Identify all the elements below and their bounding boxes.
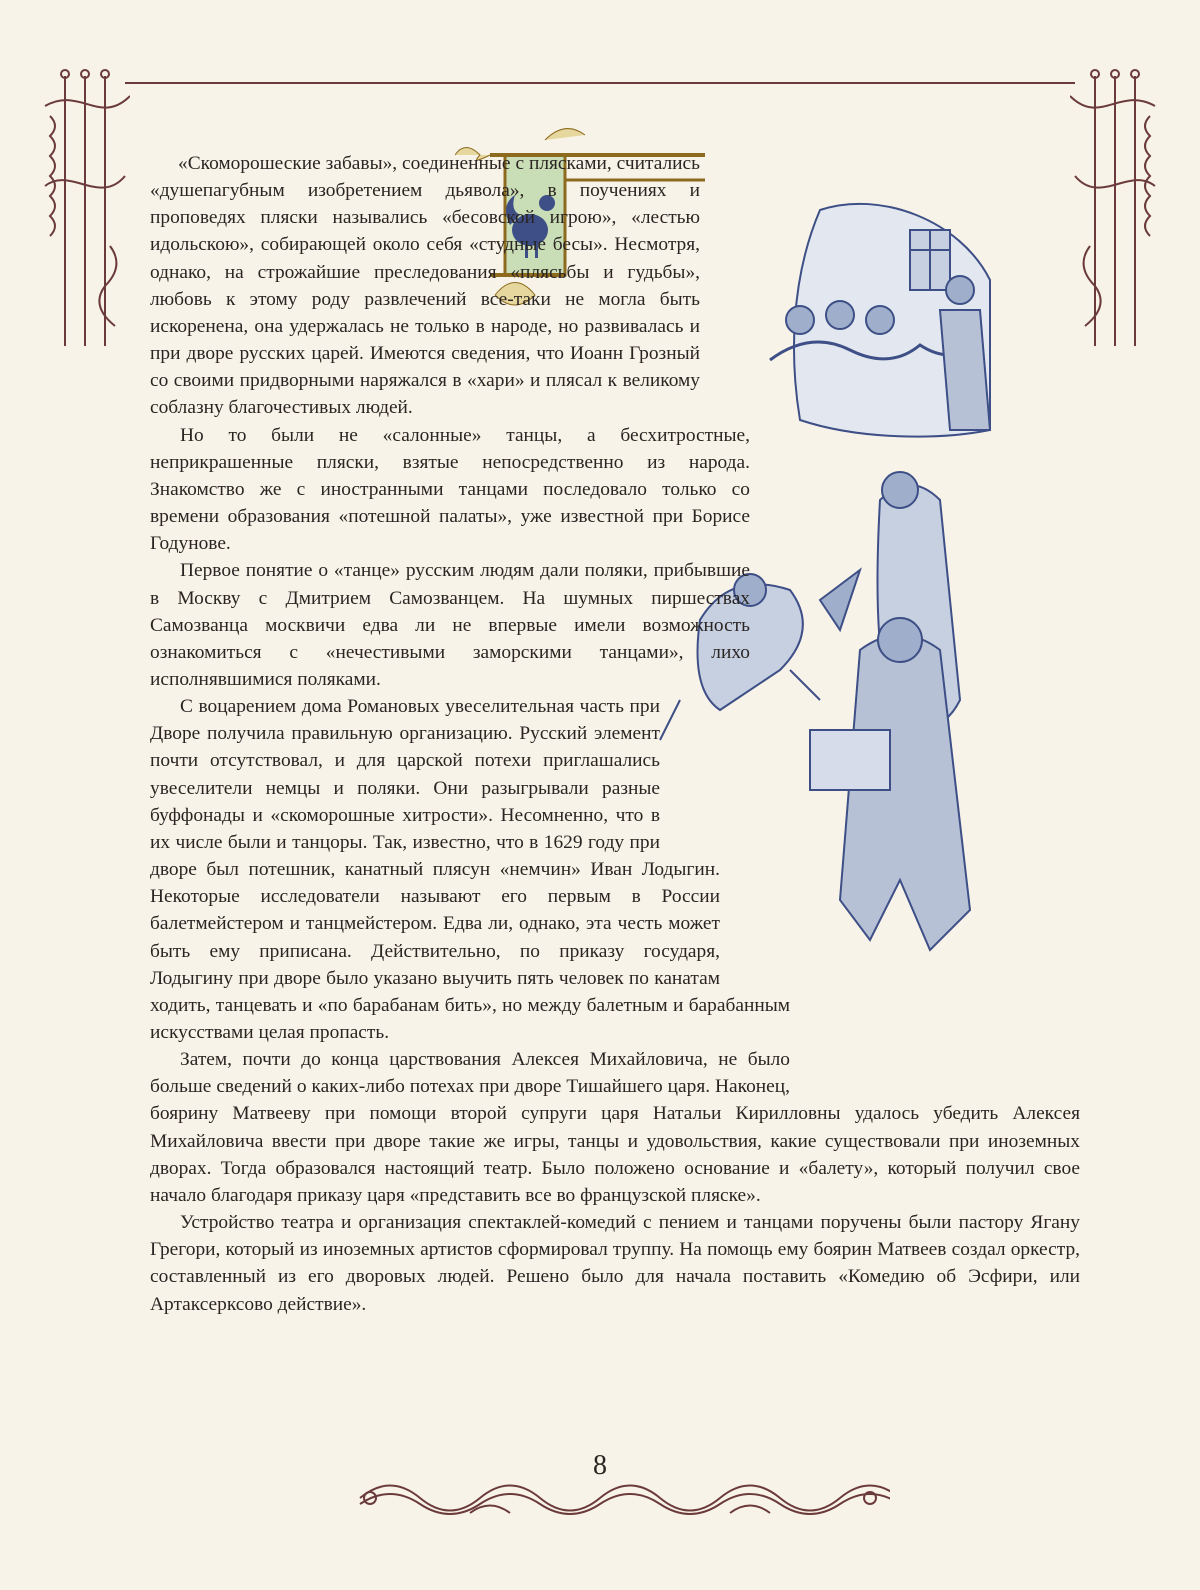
paragraph: «Скоморошеские забавы», соединенные с плясками, считались «душепагубным изобретением дьявола», в поучениях и проповедях пляски назывались «бесовской игрою», «лестью идольскою», собирающей около себя «студные бесы». Несмотря, однако, на строжайшие преследования «плясьбы и гудьбы», любовь к этому роду развлечений все-таки не могла быть искоренена, она удержалась не только в народе, но развивалась и при дворе русских царей. Имеются сведения, что Иоанн Грозный со своими придворными наряжался в «хари» и плясал к великому соблазну благочестивых людей. bbox=[150, 153, 700, 419]
page-number: 8 bbox=[593, 1450, 607, 1481]
paragraph: Затем, почти до конца царствования Алексея Михайловича, не было больше сведений о каких-либо потехах при дворе Тишайшего царя. Наконец, боярину Матвееву при помощи второй супруги царя Натальи Кирилловны удалось убедить Алексея Михайловича ввести при дворе такие же игры, танцы и удовольствия, какие существовали при иноземных дворах. Тогда образовался настоящий театр. Было положено основание и «балету», который получил свое начало благодаря приказу царя «представить все во французской пляске». bbox=[150, 1049, 1080, 1206]
paragraph: Первое понятие о «танце» русским людям дали поляки, прибывшие в Москву с Дмитрием Самозванцем. На шумных пиршествах Самозванца москвичи едва ли не впервые имели возможность ознакомиться с «нечестивыми заморскими танцами», лихо исполнявшимися поляками. bbox=[150, 560, 750, 690]
paragraph: Устройство театра и организация спектаклей-комедий с пением и танцами поручены были пастору Ягану Грегори, который из иноземных артистов сформировал труппу. На помощь ему боярин Матвеев создал оркестр, составленный из его дворовых людей. Решено было для начала поставить «Комедию об Эсфири, или Артаксерксово действие». bbox=[150, 1212, 1080, 1315]
illustration-clear-4 bbox=[790, 980, 1080, 1090]
initial-clear-right bbox=[700, 150, 1080, 380]
paragraph: Но то были не «салонные» танцы, а бесхитростные, неприкрашенные пляски, взятые непосредственно из народа. Знакомство же с иностранными танцами последовало только со времени образования «потешной палаты», уже известной при Борисе Годунове. bbox=[150, 424, 750, 555]
illustration-clear-3 bbox=[720, 840, 1080, 980]
right-corner-ornament-icon bbox=[1070, 66, 1160, 356]
bottom-ribbon-ornament-icon bbox=[350, 1468, 890, 1528]
main-text-column bbox=[150, 150, 1080, 1318]
illustration-clear-2 bbox=[660, 710, 1080, 840]
left-corner-ornament-icon bbox=[40, 66, 130, 356]
illustration-clear-1 bbox=[750, 380, 1080, 710]
paragraph: С воцарением дома Романовых увеселительная часть при Дворе получила правильную организацию. Русский элемент почти отсутствовал, и для царской потехи приглашались увеселители немцы и поляки. Они разыгрывали разные буффонады и «скоморошные хитрости». Несомненно, что в их числе были и танцоры. Так, известно, что в 1629 году при дворе был потешник, канатный плясун «немчин» Иван Лодыгин. Некоторые исследователи называют его первым в России балетмейстером и танцмейстером. Едва ли, однако, эта честь может быть ему приписана. Действительно, по приказу государя, Лодыгину при дворе было указано выучить пять человек по канатам ходить, танцевать и «по барабанам бить», но между балетным и барабанным искусствами целая пропасть. bbox=[150, 696, 790, 1043]
frame-top-rule bbox=[125, 82, 1075, 84]
